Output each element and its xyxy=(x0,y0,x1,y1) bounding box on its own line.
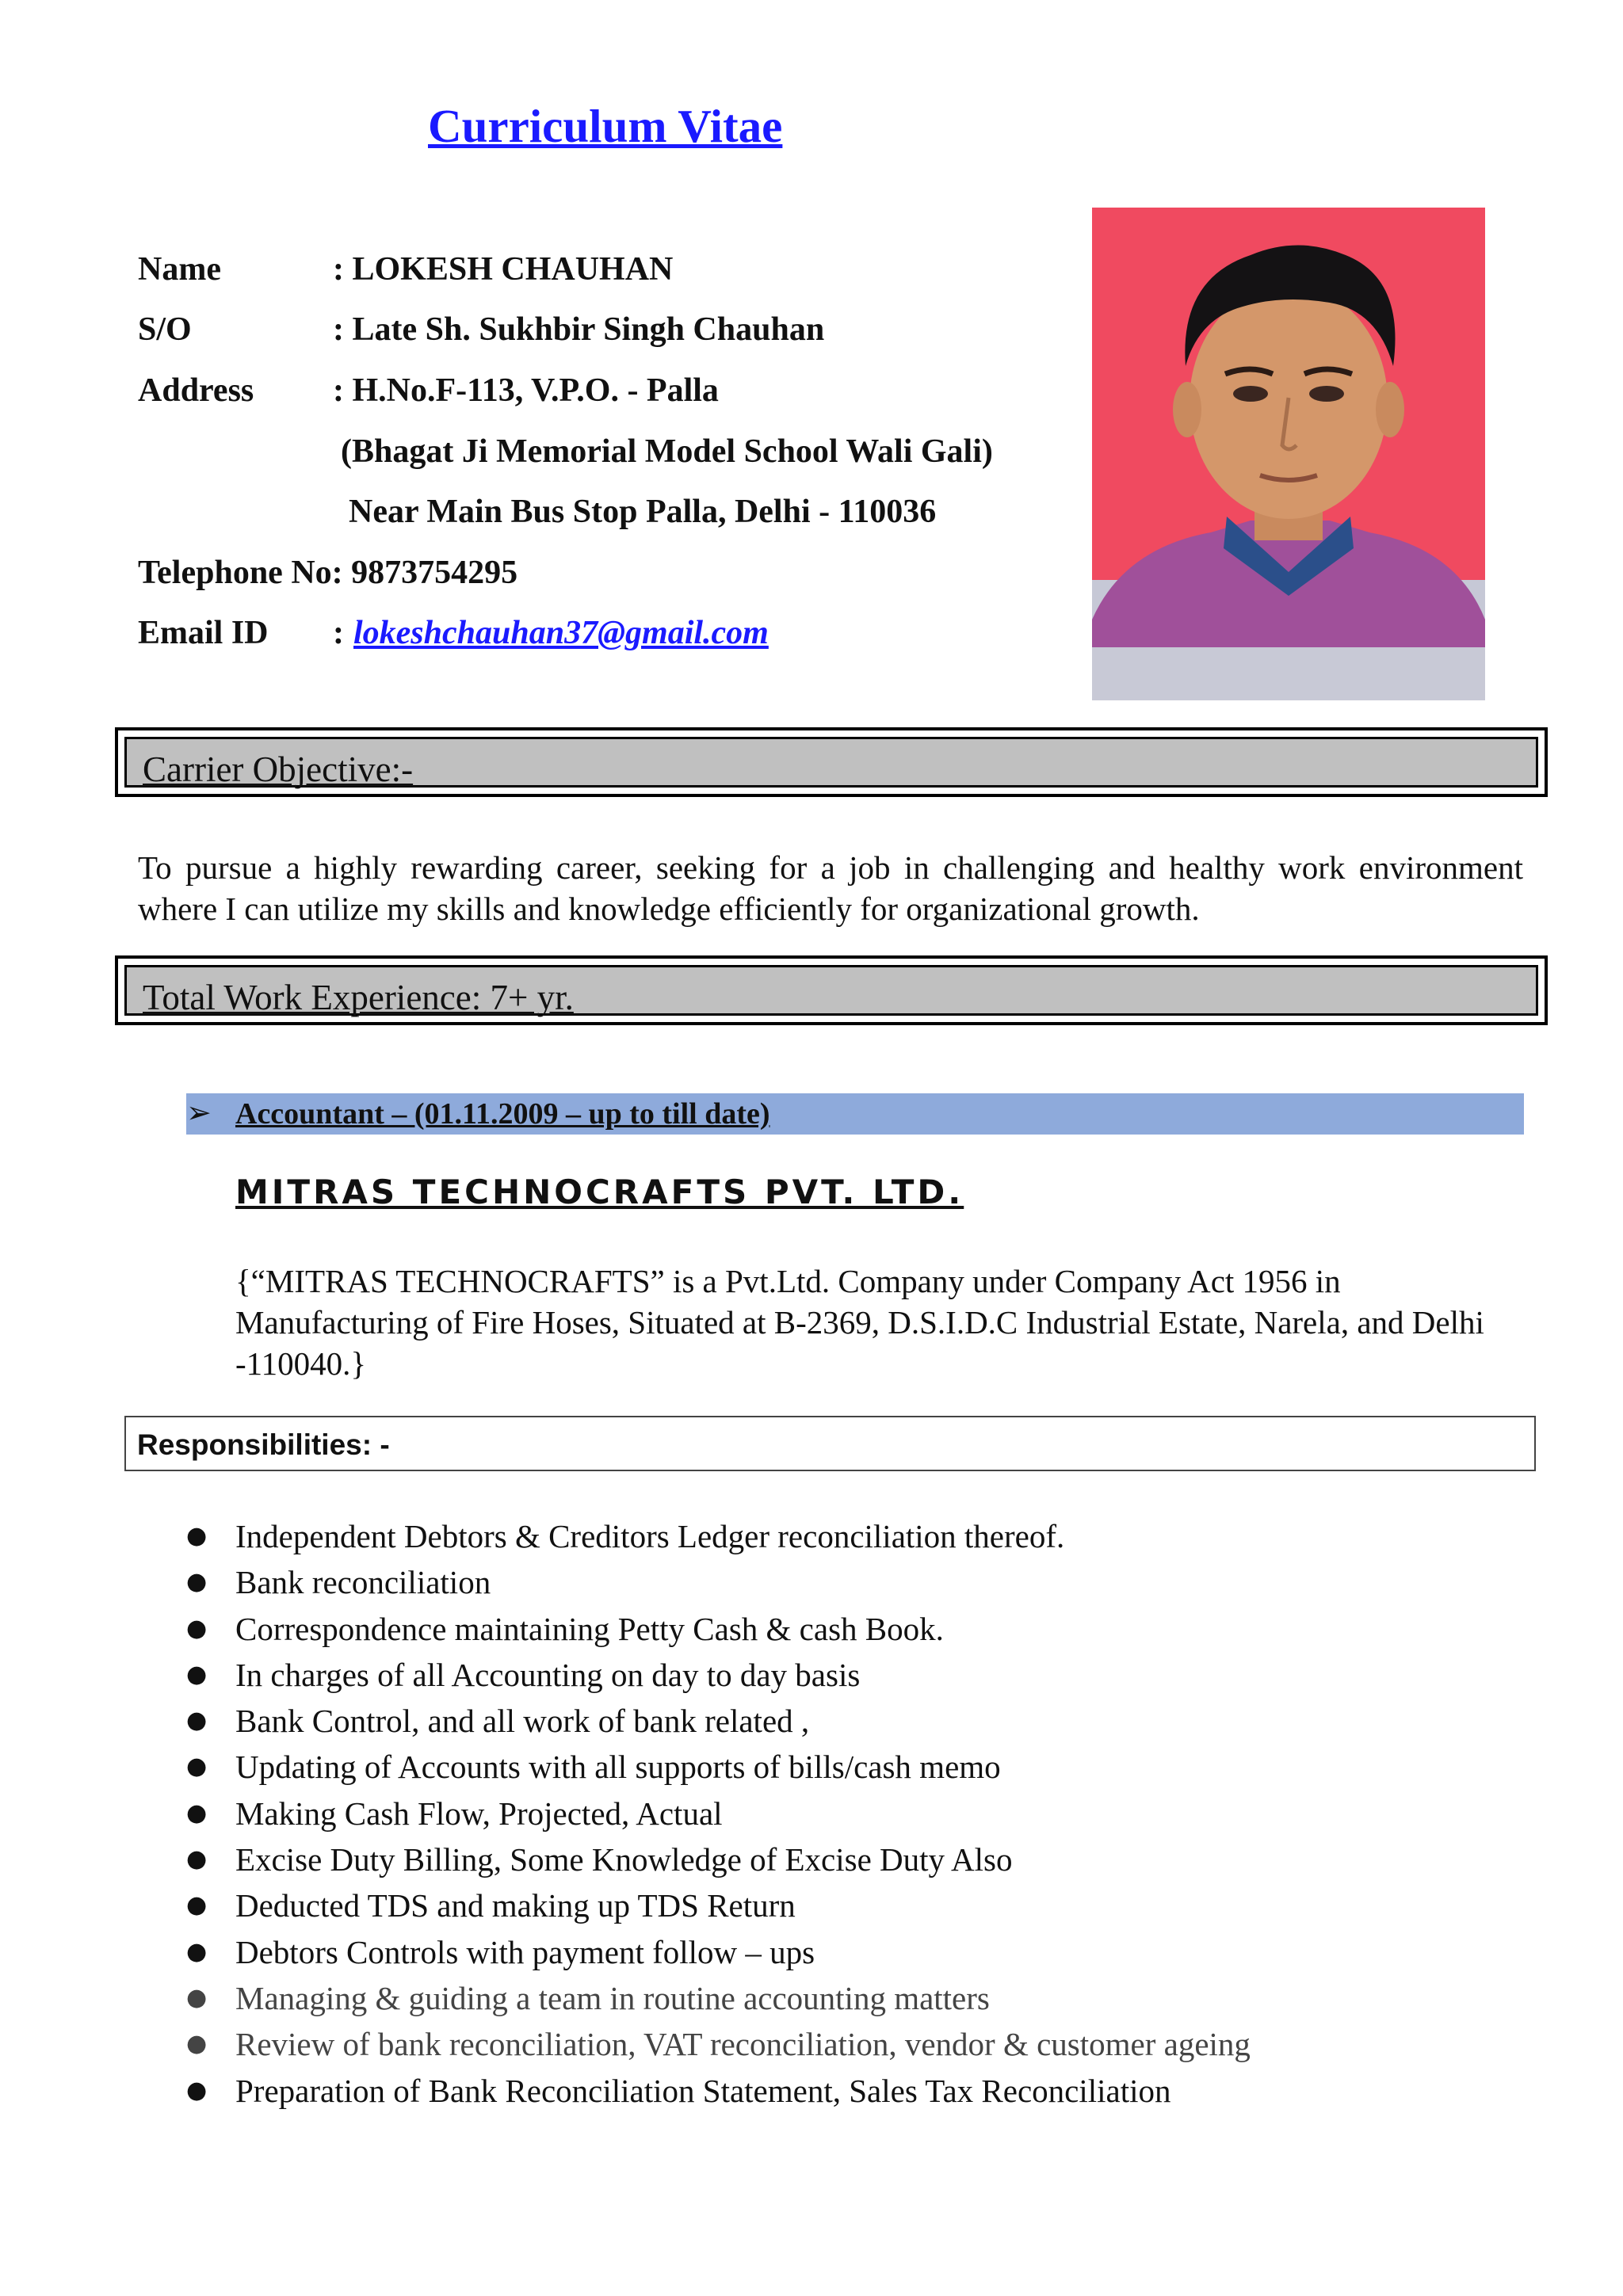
telephone: Telephone No: 9873754295 xyxy=(138,555,518,591)
name-label: Name xyxy=(138,251,221,288)
so-value: : Late Sh. Sukhbir Singh Chauhan xyxy=(333,311,825,348)
responsibilities-header xyxy=(124,1416,1536,1471)
address-line-1: : H.No.F-113, V.P.O. - Palla xyxy=(333,372,719,409)
email-label: Email ID xyxy=(138,615,269,651)
company-description: {“MITRAS TECHNOCRAFTS” is a Pvt.Ltd. Company under Company Act 1956 in Manufacturing of Fire Hoses, Situated at B-2369, D.S.I.D.C Industrial Estate, Narela, and Delhi -110040.} xyxy=(235,1263,1484,1382)
experience-heading: Total Work Experience: 7+ yr. xyxy=(143,978,574,1017)
bullet-icon: ● xyxy=(186,2030,208,2058)
bullet-icon: ● xyxy=(186,1983,208,2012)
bullet-icon: ● xyxy=(186,1845,208,1874)
address-line-2: (Bhagat Ji Memorial Model School Wali Gali) xyxy=(341,433,993,470)
bullet-icon: ● xyxy=(186,1568,208,1596)
bullet-icon: ● xyxy=(186,1753,208,1781)
so-label: S/O xyxy=(138,311,192,348)
page-title: Curriculum Vitae xyxy=(428,100,783,152)
email-colon: : xyxy=(333,615,344,651)
company-name: MITRAS TECHNOCRAFTS PVT. LTD. xyxy=(235,1173,964,1211)
responsibilities-heading: Responsibilities: - xyxy=(137,1428,390,1461)
bullet-icon: ● xyxy=(186,1660,208,1688)
bullet-icon: ● xyxy=(186,1798,208,1827)
bullet-icon: ● xyxy=(186,1707,208,1735)
bullet-icon: ● xyxy=(186,1522,208,1550)
bullet-icon: ● xyxy=(186,1614,208,1642)
personal-details xyxy=(138,246,1073,666)
objective-header-inner xyxy=(124,737,1538,788)
address-line-3: Near Main Bus Stop Palla, Delhi - 110036 xyxy=(349,494,937,530)
name-value: : LOKESH CHAUHAN xyxy=(333,251,674,288)
job-title: Accountant – (01.11.2009 – up to till date) xyxy=(235,1097,770,1131)
bullet-icon: ● xyxy=(186,1891,208,1920)
experience-header-inner xyxy=(124,965,1538,1016)
address-label: Address xyxy=(138,372,254,409)
objective-heading: Carrier Objective:- xyxy=(143,749,414,789)
experience-header xyxy=(115,955,1548,1025)
arrow-bullet-icon: ➢ xyxy=(186,1095,212,1130)
bullet-icon: ● xyxy=(186,2076,208,2104)
job-title-bar xyxy=(186,1093,1524,1135)
objective-header xyxy=(115,727,1548,797)
objective-text: To pursue a highly rewarding career, seeking for a job in challenging and healthy work environment where I can utilize my skills and knowledge efficiently for organizational growth. xyxy=(138,849,1523,927)
bullet-icon: ● xyxy=(186,1937,208,1966)
profile-photo xyxy=(1092,208,1485,700)
email-link[interactable]: lokeshchauhan37@gmail.com xyxy=(353,615,769,651)
person-portrait xyxy=(1092,208,1485,700)
